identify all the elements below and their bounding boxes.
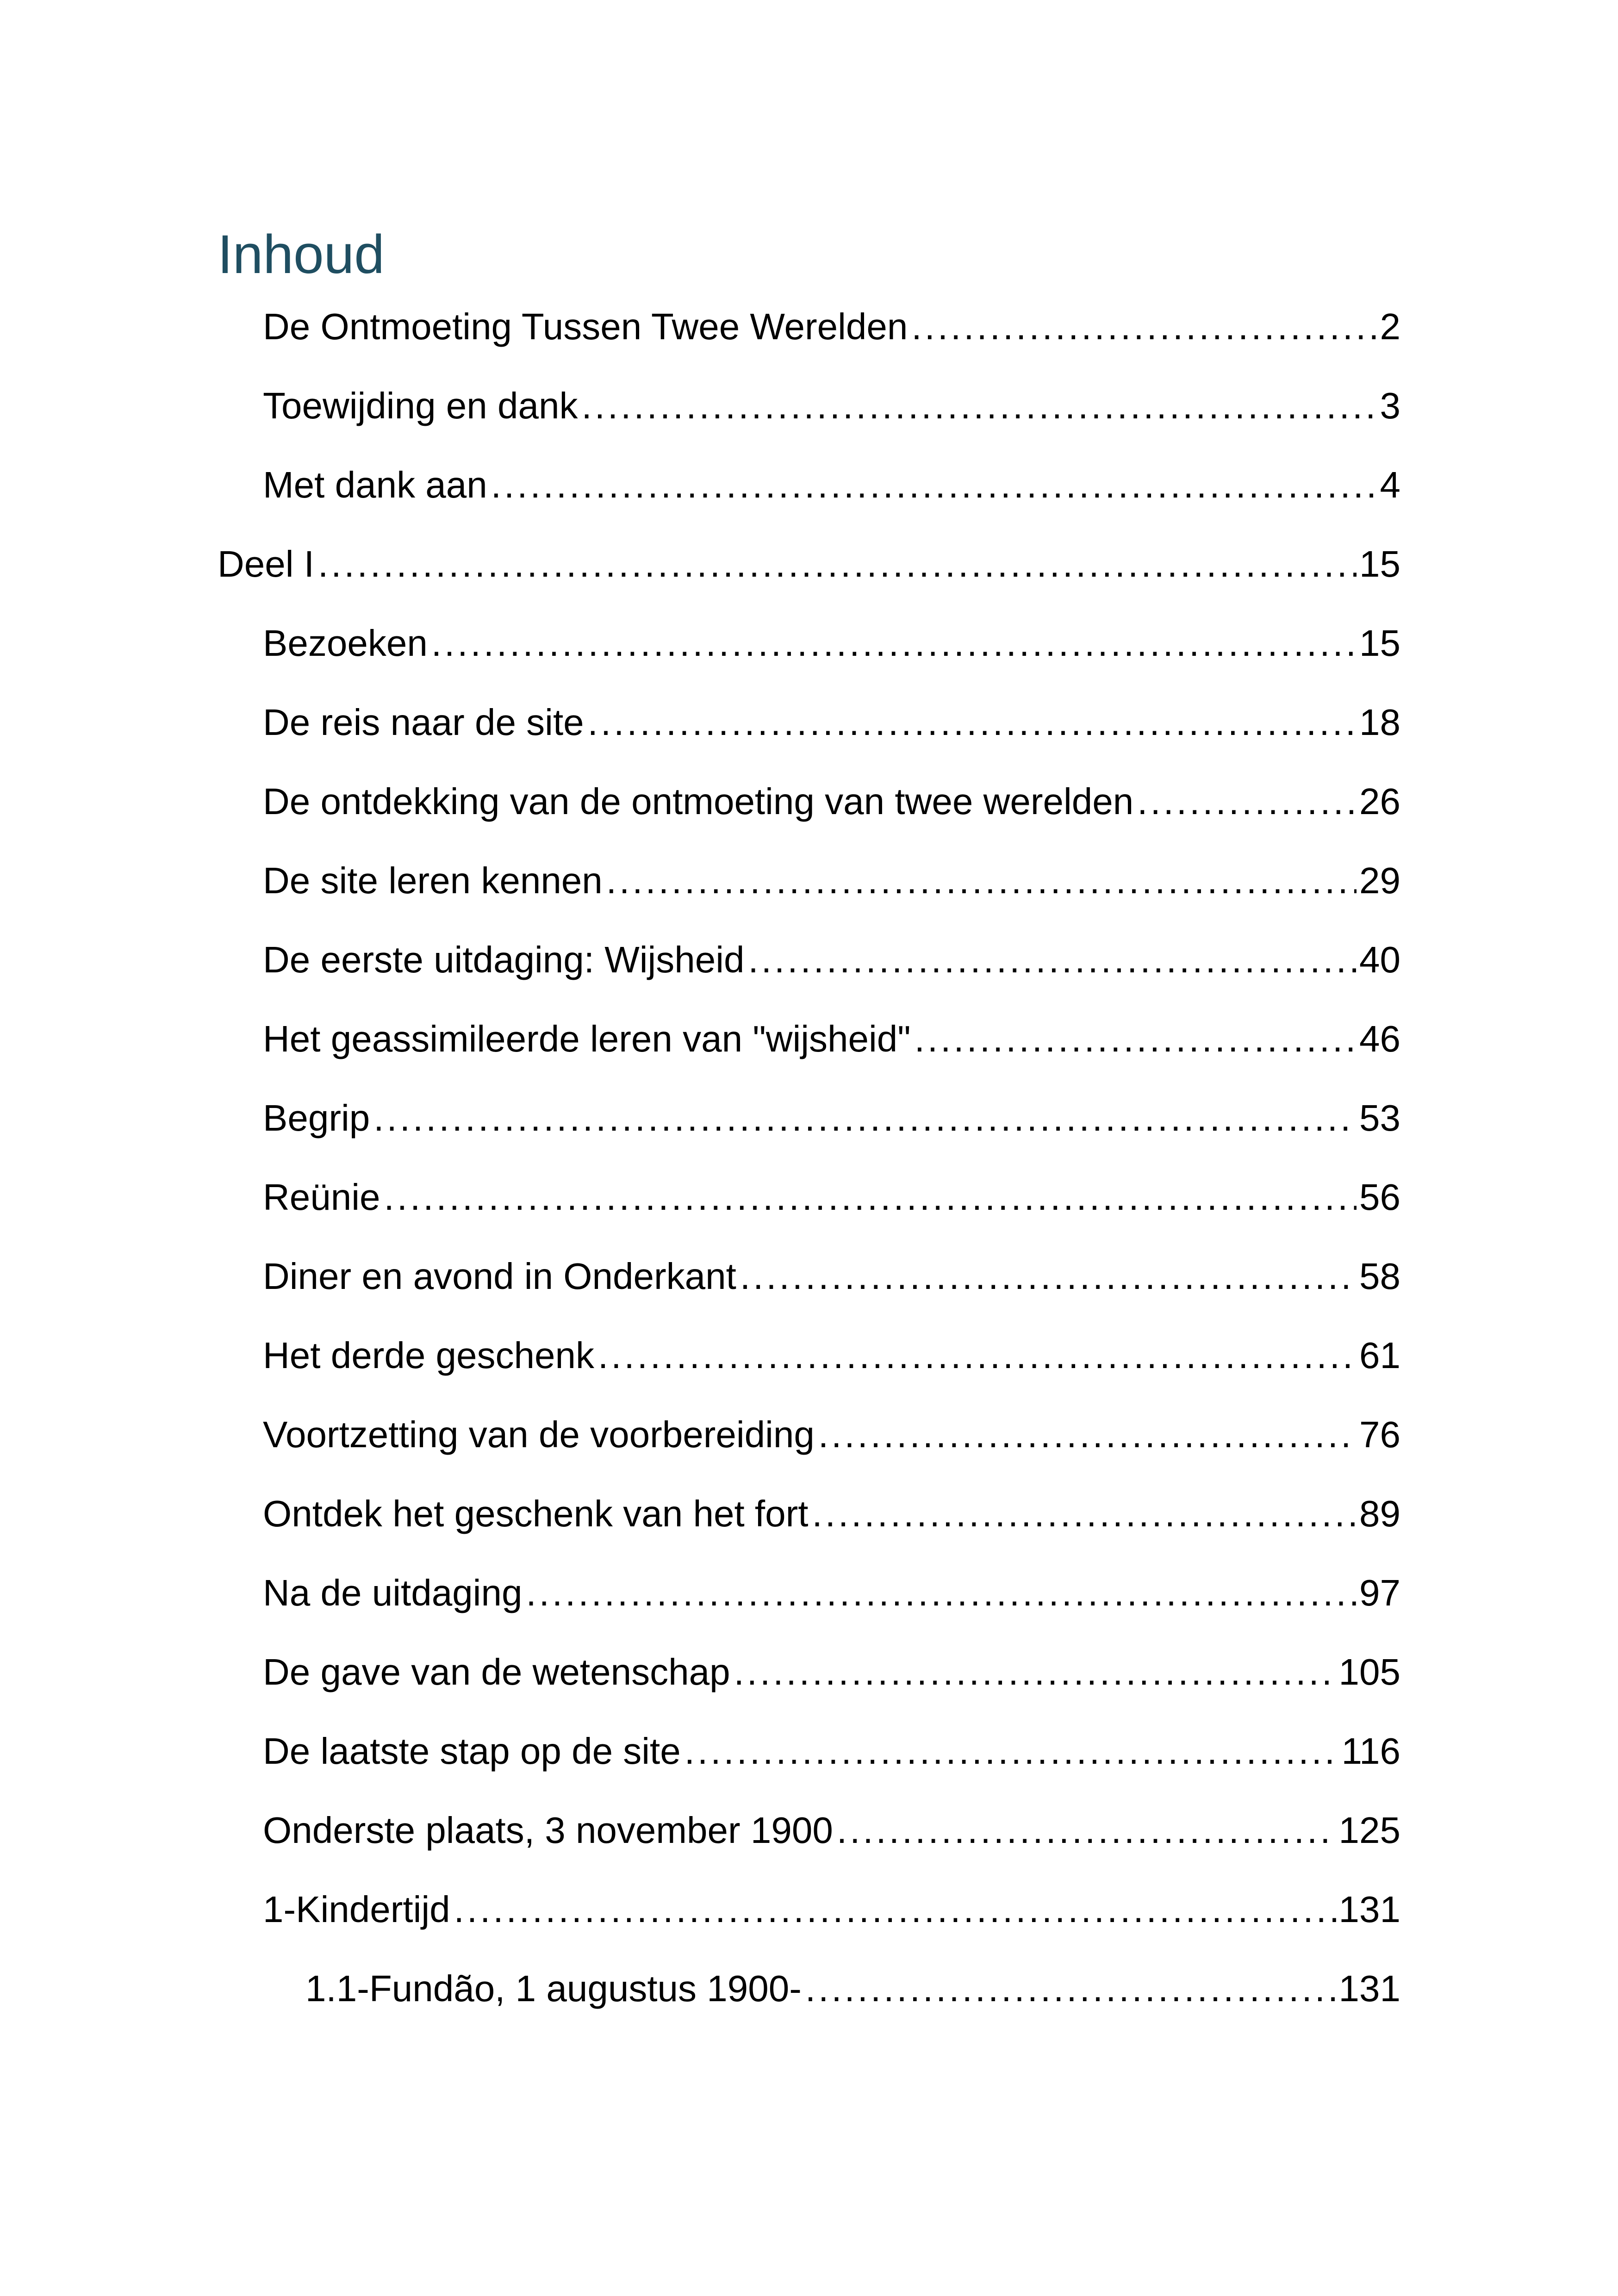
toc-entry[interactable] xyxy=(218,1078,1400,1157)
toc-entry-text: De eerste uitdaging: Wijsheid xyxy=(263,939,745,980)
toc-entry-part[interactable] xyxy=(218,524,1400,604)
toc-entry-text: 1.1-Fundão, 1 augustus 1900- xyxy=(305,1968,802,2009)
toc-dot-leader xyxy=(318,524,1357,604)
toc-page-number: 105 xyxy=(1338,1651,1400,1692)
toc-dot-leader xyxy=(915,999,1357,1078)
toc-entry-text: Het geassimileerde leren van "wijsheid" xyxy=(263,1018,911,1059)
toc-entry-text: Voortzetting van de voorbereiding xyxy=(263,1414,815,1455)
toc-dot-leader xyxy=(818,1395,1357,1474)
toc-page-number: 26 xyxy=(1359,781,1400,822)
toc-entry-text: De reis naar de site xyxy=(263,702,584,743)
toc-entry[interactable] xyxy=(218,1870,1400,1949)
toc-page-number: 89 xyxy=(1359,1493,1400,1534)
toc-dot-leader xyxy=(837,1791,1336,1870)
toc-dot-leader xyxy=(911,287,1377,366)
toc-dot-leader xyxy=(431,604,1357,683)
toc-page-number: 4 xyxy=(1380,464,1400,505)
toc-entry[interactable] xyxy=(218,366,1400,445)
toc-entry-text: Onderste plaats, 3 november 1900 xyxy=(263,1810,833,1851)
toc-entry[interactable] xyxy=(218,1711,1400,1791)
toc-page-number: 15 xyxy=(1359,543,1400,585)
toc-page-number: 125 xyxy=(1338,1810,1400,1851)
toc-entry-text: Met dank aan xyxy=(263,464,487,505)
toc-page-number: 131 xyxy=(1338,1889,1400,1930)
toc-entry-text: Na de uitdaging xyxy=(263,1572,523,1613)
toc-entry-text: De site leren kennen xyxy=(263,860,603,901)
toc-entry-text: Begrip xyxy=(263,1097,370,1139)
toc-dot-leader xyxy=(598,1316,1357,1395)
toc-dot-leader xyxy=(606,841,1357,920)
toc-entry[interactable] xyxy=(218,762,1400,841)
toc-page-number: 46 xyxy=(1359,1018,1400,1059)
toc-entry-text: Het derde geschenk xyxy=(263,1335,595,1376)
toc-entry[interactable] xyxy=(218,999,1400,1078)
toc-dot-leader xyxy=(491,445,1377,524)
toc-dot-leader xyxy=(734,1632,1336,1711)
toc-entry[interactable] xyxy=(218,920,1400,999)
toc-entry[interactable] xyxy=(218,1791,1400,1870)
toc-page-number: 76 xyxy=(1359,1414,1400,1455)
toc-page-number: 116 xyxy=(1341,1730,1400,1772)
toc-page-number: 58 xyxy=(1359,1256,1400,1297)
toc-page-number: 29 xyxy=(1359,860,1400,901)
toc-entry-sub[interactable] xyxy=(218,1949,1400,2028)
toc-dot-leader xyxy=(748,920,1357,999)
toc-dot-leader xyxy=(454,1870,1336,1949)
toc-dot-leader xyxy=(384,1157,1357,1237)
toc-page-number: 40 xyxy=(1359,939,1400,980)
toc-entry[interactable] xyxy=(218,1632,1400,1711)
toc-entry[interactable] xyxy=(218,1237,1400,1316)
toc-dot-leader xyxy=(581,366,1377,445)
toc-entry-text: Diner en avond in Onderkant xyxy=(263,1256,736,1297)
toc-entry-text: De laatste stap op de site xyxy=(263,1730,681,1772)
toc-entry-text: Reünie xyxy=(263,1176,380,1218)
toc-dot-leader xyxy=(685,1711,1339,1791)
toc-entry[interactable] xyxy=(218,604,1400,683)
toc-entry-text: Bezoeken xyxy=(263,622,428,664)
toc-dot-leader xyxy=(1137,762,1357,841)
toc-entry-text: De ontdekking van de ontmoeting van twee werelden xyxy=(263,781,1134,822)
toc-entry[interactable] xyxy=(218,1157,1400,1237)
toc-entry[interactable] xyxy=(218,1395,1400,1474)
toc-page-number: 53 xyxy=(1359,1097,1400,1139)
toc-entry-text: Ontdek het geschenk van het fort xyxy=(263,1493,809,1534)
toc-page-number: 61 xyxy=(1359,1335,1400,1376)
toc-entry[interactable] xyxy=(218,841,1400,920)
toc-entry[interactable] xyxy=(218,287,1400,366)
toc-entry-text: De gave van de wetenschap xyxy=(263,1651,730,1692)
toc-entry[interactable] xyxy=(218,1553,1400,1632)
toc-entry[interactable] xyxy=(218,445,1400,524)
toc-dot-leader xyxy=(373,1078,1357,1157)
toc-page-number: 18 xyxy=(1359,702,1400,743)
toc-dot-leader xyxy=(805,1949,1336,2028)
toc-page-number: 15 xyxy=(1359,622,1400,664)
toc-page-number: 56 xyxy=(1359,1176,1400,1218)
toc-entry-text: Toewijding en dank xyxy=(263,385,578,426)
toc-entry-text: 1-Kindertijd xyxy=(263,1889,450,1930)
toc-page-number: 2 xyxy=(1380,306,1400,347)
toc-entry[interactable] xyxy=(218,1474,1400,1553)
toc-entry[interactable] xyxy=(218,1316,1400,1395)
toc-page-number: 131 xyxy=(1338,1968,1400,2009)
toc-dot-leader xyxy=(812,1474,1357,1553)
toc-entry-text: Deel I xyxy=(218,543,314,585)
toc-entry-text: De Ontmoeting Tussen Twee Werelden xyxy=(263,306,908,347)
toc-title: Inhoud xyxy=(218,224,385,285)
toc-dot-leader xyxy=(526,1553,1357,1632)
toc-page-number: 97 xyxy=(1359,1572,1400,1613)
toc-page-number: 3 xyxy=(1380,385,1400,426)
toc-list xyxy=(218,287,1400,2028)
toc-dot-leader xyxy=(740,1237,1357,1316)
toc-entry[interactable] xyxy=(218,683,1400,762)
toc-dot-leader xyxy=(588,683,1357,762)
